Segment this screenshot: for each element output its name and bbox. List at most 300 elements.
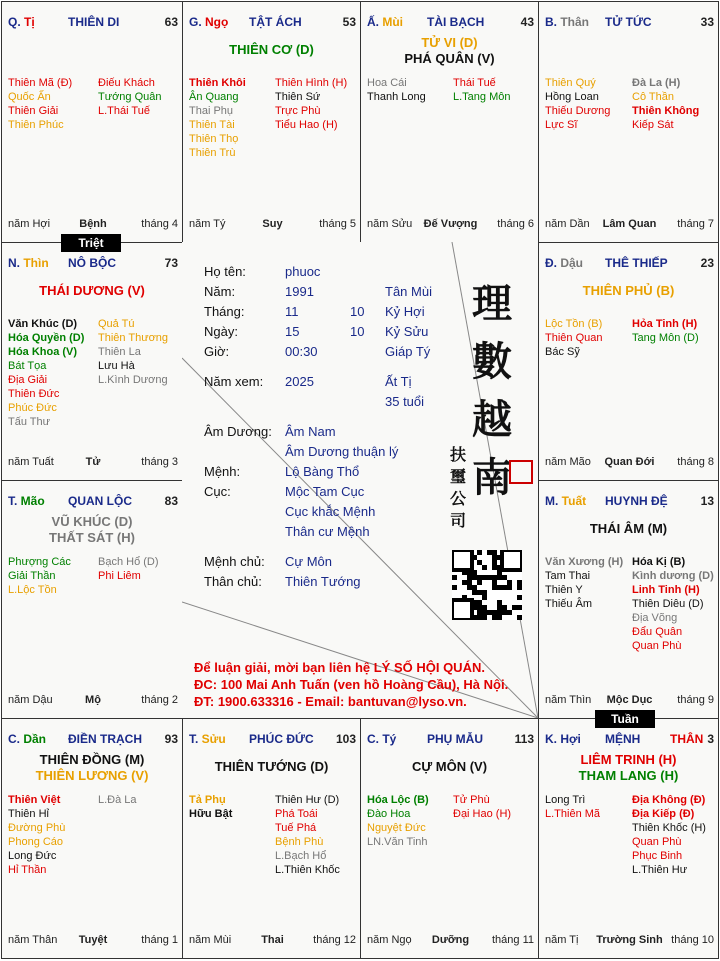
palace-header xyxy=(545,256,714,272)
minor-star: Cô Thần xyxy=(632,91,674,103)
palace-branch: C. Dần xyxy=(8,732,47,746)
minor-star: Ân Quang xyxy=(189,91,239,103)
minor-stars-left xyxy=(545,76,610,132)
info-view-can: Ất Tị xyxy=(385,374,412,389)
palace-name: THÊ THIẾP xyxy=(605,256,668,270)
palace-footer xyxy=(545,456,714,470)
palace-month: tháng 5 xyxy=(319,218,356,230)
palace-branch: G. Ngọ xyxy=(189,15,229,29)
minor-star: Văn Xương (H) xyxy=(545,556,624,568)
minor-star: L.Bạch Hổ xyxy=(275,850,327,862)
qr-code-icon[interactable] xyxy=(452,550,522,620)
main-star: THIÊN LƯƠNG (V) xyxy=(35,768,149,783)
minor-star: Thiên Mã (Đ) xyxy=(8,77,73,89)
palace-branch: Ấ. Mùi xyxy=(367,15,404,29)
info-view-year: 2025 xyxy=(285,374,314,389)
info-menh: Lộ Bàng Thổ xyxy=(285,464,360,479)
minor-star: Thiên Diêu (D) xyxy=(632,598,704,610)
minor-star: Văn Khúc (D) xyxy=(8,318,78,330)
tuan-tag: Tuần xyxy=(595,710,655,728)
palace-footer xyxy=(189,218,356,232)
palace-header xyxy=(189,732,356,748)
main-star: TỬ VI (D) xyxy=(421,35,478,50)
palace-element: Tị xyxy=(24,15,35,29)
palace-footer xyxy=(189,934,356,948)
minor-star: Hóa Quyền (D) xyxy=(8,332,85,344)
palace-footer xyxy=(8,218,178,232)
palace-box[interactable] xyxy=(182,718,361,959)
palace-header xyxy=(545,494,714,510)
palace-header xyxy=(189,15,356,31)
palace-year: năm Dậu xyxy=(8,694,53,706)
minor-star: Lực Sĩ xyxy=(545,119,578,131)
palace-month: tháng 2 xyxy=(141,694,178,706)
palace-year: năm Mùi xyxy=(189,934,232,946)
info-hour-can: Giáp Tý xyxy=(385,344,431,359)
minor-star: L.Kình Dương xyxy=(98,374,168,386)
contact-line: ĐT: 1900.633316 - Email: bantuvan@lyso.vn. xyxy=(194,694,467,709)
main-star: THÁI ÂM (M) xyxy=(589,521,668,536)
palace-month: tháng 4 xyxy=(141,218,178,230)
palace-name: PHỤ MẪU xyxy=(427,732,483,746)
minor-star: Kình dương (D) xyxy=(632,570,714,582)
palace-header xyxy=(8,15,178,31)
info-day-label: Ngày: xyxy=(204,324,238,339)
info-amduong-label: Âm Dương: xyxy=(204,424,272,439)
minor-stars-right xyxy=(98,317,168,387)
info-hour: 00:30 xyxy=(285,344,318,359)
minor-star: Thiên Việt xyxy=(8,794,61,806)
minor-star: L.Thái Tuế xyxy=(98,105,150,117)
info-name: phuoc xyxy=(285,264,321,279)
minor-star: Thiên Thương xyxy=(98,332,169,344)
minor-star: L.Thiên Hư xyxy=(632,864,688,876)
palace-footer xyxy=(8,934,178,948)
palace-name: THIÊN DI xyxy=(68,15,120,29)
palace-box[interactable] xyxy=(1,1,183,243)
palace-footer xyxy=(545,934,714,948)
palace-phase: Suy xyxy=(262,218,283,230)
palace-branch: C. Tý xyxy=(367,732,397,746)
palace-phase: Trường Sinh xyxy=(596,934,663,946)
palace-element: Mùi xyxy=(382,15,404,29)
minor-stars-right xyxy=(275,76,347,132)
minor-star: Đại Hao (H) xyxy=(453,808,512,820)
minor-stars-right xyxy=(98,76,162,118)
seal-small-character: 公 xyxy=(450,489,467,508)
palace-element: Mão xyxy=(20,494,45,508)
minor-stars-left xyxy=(189,793,232,821)
minor-star: Bạch Hổ (D) xyxy=(98,556,159,568)
minor-star: Long Trì xyxy=(545,794,586,806)
palace-number: 33 xyxy=(700,15,714,29)
minor-star: Thiếu Âm xyxy=(545,598,593,610)
palace-number: 113 xyxy=(514,732,534,746)
minor-star: Tử Phù xyxy=(453,794,490,806)
minor-star: Đẩu Quân xyxy=(632,626,683,638)
main-star: THAM LANG (H) xyxy=(578,768,679,783)
minor-star: Phá Toái xyxy=(275,808,318,820)
main-star: THIÊN PHỦ (B) xyxy=(582,283,675,298)
minor-stars-right xyxy=(632,555,714,653)
minor-stars-left xyxy=(189,76,246,160)
info-thanchu-label: Thân chủ: xyxy=(204,574,262,589)
minor-star: Đà La (H) xyxy=(632,77,681,89)
horoscope-chart xyxy=(1,1,719,959)
info-view-label: Năm xem: xyxy=(204,374,264,389)
minor-star: Địa Kiếp (Đ) xyxy=(632,808,695,820)
palace-phase: Mộ xyxy=(85,694,101,706)
palace-footer xyxy=(545,218,714,232)
palace-name: PHÚC ĐỨC xyxy=(249,732,314,746)
palace-number: 103 xyxy=(335,732,356,746)
minor-stars-right xyxy=(453,76,510,104)
minor-star: Thiên Hỉ xyxy=(8,808,49,820)
palace-name: QUAN LỘC xyxy=(68,494,132,508)
minor-star: Tấu Thư xyxy=(8,416,51,428)
minor-star: Linh Tinh (H) xyxy=(632,584,700,596)
minor-star: Hỉ Thần xyxy=(8,864,47,876)
minor-stars-left xyxy=(367,793,429,849)
main-star: THIÊN ĐỒNG (M) xyxy=(39,752,145,767)
minor-stars-right xyxy=(632,317,699,345)
info-day-lun: 10 xyxy=(350,324,365,339)
minor-star: Địa Giải xyxy=(8,374,48,386)
minor-stars-left xyxy=(8,317,84,429)
palace-year: năm Ngọ xyxy=(367,934,412,946)
minor-stars-left xyxy=(367,76,426,104)
palace-branch: M. Tuất xyxy=(545,494,587,508)
minor-star: Thiên Hình (H) xyxy=(275,77,348,89)
main-star: LIÊM TRINH (H) xyxy=(580,752,677,767)
info-year: 1991 xyxy=(285,284,314,299)
palace-element: Tuất xyxy=(561,494,587,508)
seal-character: 數 xyxy=(472,338,512,385)
minor-stars-left xyxy=(8,555,71,597)
main-star: THIÊN TƯỚNG (D) xyxy=(214,759,329,774)
info-day-can: Kỷ Sửu xyxy=(385,324,429,339)
center-info-panel xyxy=(182,242,538,718)
palace-element: Thìn xyxy=(23,256,49,270)
palace-name: ĐIỀN TRẠCH xyxy=(68,732,142,746)
minor-stars-right xyxy=(632,793,706,877)
minor-star: Hóa Lộc (B) xyxy=(367,794,429,806)
minor-star: Giải Thần xyxy=(8,570,56,582)
minor-star: Thiên Quý xyxy=(545,77,596,89)
palace-month: tháng 11 xyxy=(491,934,534,946)
palace-header xyxy=(8,494,178,510)
palace-branch: B. Thân xyxy=(545,15,590,29)
contact-line: Để luận giải, mời bạn liên hệ LÝ SỐ HỘI QUÁN. xyxy=(194,660,485,675)
minor-star: Thiên Quan xyxy=(545,332,603,344)
palace-name: NÔ BỘC xyxy=(68,256,116,270)
qr-pattern xyxy=(452,550,522,620)
minor-star: Thai Phụ xyxy=(189,105,234,117)
palace-number: 3 xyxy=(707,732,714,746)
palace-header xyxy=(8,256,178,272)
info-hour-label: Giờ: xyxy=(204,344,230,359)
seal-character: 越 xyxy=(472,396,512,443)
palace-branch: Đ. Dậu xyxy=(545,256,584,270)
palace-month: tháng 6 xyxy=(497,218,534,230)
minor-star: Thiên Phúc xyxy=(8,119,64,131)
minor-star: Thái Tuế xyxy=(453,77,496,89)
minor-star: Thiếu Dương xyxy=(545,105,611,117)
palace-name: HUYNH ĐỆ xyxy=(605,494,668,508)
minor-stars-left xyxy=(545,555,623,611)
minor-star: Hữu Bật xyxy=(189,808,233,820)
palace-branch: T. Sửu xyxy=(189,732,226,746)
info-cuc2: Cục khắc Mệnh xyxy=(285,504,376,519)
palace-month: tháng 3 xyxy=(141,456,178,468)
info-thanchu: Thiên Tướng xyxy=(285,574,361,589)
palace-box[interactable] xyxy=(360,1,539,243)
minor-star: Long Đức xyxy=(8,850,57,862)
minor-star: Thiên Y xyxy=(545,584,583,596)
palace-number: 23 xyxy=(700,256,714,270)
palace-header xyxy=(367,732,534,748)
minor-star: Tam Thai xyxy=(545,570,591,582)
palace-year: năm Tị xyxy=(545,934,579,946)
palace-number: 63 xyxy=(164,15,178,29)
palace-branch: N. Thìn xyxy=(8,256,49,270)
palace-name: MỆNH xyxy=(605,732,641,746)
palace-year: năm Sửu xyxy=(367,218,413,230)
palace-element: Thân xyxy=(560,15,590,29)
minor-star: Tiểu Hao (H) xyxy=(275,119,338,131)
minor-star: Phượng Các xyxy=(8,556,71,568)
minor-star: Đào Hoa xyxy=(367,808,411,820)
palace-phase: Đế Vượng xyxy=(423,218,478,230)
palace-number: 73 xyxy=(164,256,178,270)
palace-header xyxy=(367,15,534,31)
info-cuc-label: Cục: xyxy=(204,484,231,499)
info-month-lun: 10 xyxy=(350,304,365,319)
minor-stars-right xyxy=(632,76,699,132)
palace-month: tháng 10 xyxy=(671,934,714,946)
palace-element: Dần xyxy=(23,732,47,746)
palace-month: tháng 9 xyxy=(677,694,714,706)
minor-star: Tả Phụ xyxy=(189,794,226,806)
minor-star: Trực Phù xyxy=(275,105,321,117)
palace-than-label: THÂN xyxy=(670,732,704,746)
palace-branch: T. Mão xyxy=(8,494,45,508)
minor-star: Lộc Tồn (B) xyxy=(545,318,603,330)
palace-number: 83 xyxy=(164,494,178,508)
info-day-sol: 15 xyxy=(285,324,300,339)
info-age: 35 tuổi xyxy=(385,394,425,409)
palace-year: năm Dần xyxy=(545,218,590,230)
red-stamp-icon xyxy=(509,460,533,484)
minor-stars-right xyxy=(453,793,511,821)
minor-star: Phong Cáo xyxy=(8,836,64,848)
minor-star: Lưu Hà xyxy=(98,360,135,372)
minor-star: Đường Phù xyxy=(8,822,66,834)
minor-star: L.Đà La xyxy=(98,794,137,806)
palace-box[interactable] xyxy=(538,1,719,243)
palace-element: Sửu xyxy=(201,732,226,746)
palace-name: TẬT ÁCH xyxy=(249,15,302,29)
info-amduong: Âm Nam xyxy=(285,424,336,439)
info-menhchu-label: Mệnh chủ: xyxy=(204,554,265,569)
minor-star: Thiên Khôi xyxy=(189,77,246,89)
palace-year: năm Thìn xyxy=(545,694,592,706)
minor-stars-right xyxy=(98,555,159,583)
seal-character: 南 xyxy=(472,454,512,501)
minor-star: Tang Môn (D) xyxy=(632,332,699,344)
palace-month: tháng 7 xyxy=(677,218,714,230)
palace-element: Dậu xyxy=(560,256,584,270)
minor-star: Hoa Cái xyxy=(367,77,407,89)
palace-phase: Dưỡng xyxy=(431,934,470,946)
minor-star: Tướng Quân xyxy=(98,91,162,103)
palace-number: 43 xyxy=(520,15,534,29)
palace-phase: Tuyệt xyxy=(78,934,108,946)
palace-phase: Mộc Dục xyxy=(606,694,653,706)
info-month-label: Tháng: xyxy=(204,304,245,319)
palace-phase: Lâm Quan xyxy=(602,218,657,230)
minor-star: Địa Không (Đ) xyxy=(632,794,706,806)
minor-star: Thiên Giải xyxy=(8,105,59,117)
info-cuc3: Thân cư Mệnh xyxy=(285,524,370,539)
minor-star: Hóa Khoa (V) xyxy=(8,346,78,358)
palace-box[interactable] xyxy=(538,242,719,481)
info-menhchu: Cự Môn xyxy=(285,554,332,569)
minor-star: Hóa Kị (B) xyxy=(632,556,686,568)
palace-year: năm Hợi xyxy=(8,218,51,230)
minor-star: Thiên Không xyxy=(632,105,700,117)
triet-tag: Triệt xyxy=(61,234,121,252)
palace-name: TỬ TỨC xyxy=(605,15,652,29)
palace-month: tháng 12 xyxy=(313,934,356,946)
main-star: PHÁ QUÂN (V) xyxy=(404,51,495,66)
palace-box[interactable] xyxy=(538,480,719,719)
seal-small-character: 璽 xyxy=(450,467,467,486)
minor-star: Nguyệt Đức xyxy=(367,822,426,834)
minor-star: Bát Tọa xyxy=(8,360,47,372)
palace-footer xyxy=(367,218,534,232)
palace-number: 93 xyxy=(164,732,178,746)
palace-month: tháng 1 xyxy=(141,934,178,946)
palace-year: năm Tuất xyxy=(8,456,54,468)
main-star: VŨ KHÚC (D) xyxy=(51,514,133,529)
seal-small-character: 扶 xyxy=(450,445,467,464)
palace-year: năm Mão xyxy=(545,456,591,468)
main-star: THIÊN CƠ (D) xyxy=(229,42,314,57)
palace-element: Tý xyxy=(382,732,397,746)
seal-character: 理 xyxy=(472,280,512,327)
minor-star: Điếu Khách xyxy=(98,77,155,89)
seal-small-character: 司 xyxy=(450,511,467,530)
info-year-can: Tân Mùi xyxy=(385,284,432,299)
palace-phase: Quan Đới xyxy=(604,456,655,468)
palace-element: Hợi xyxy=(560,732,581,746)
minor-star: Quốc Ấn xyxy=(8,91,51,103)
palace-element: Ngọ xyxy=(205,15,229,29)
info-cuc: Mộc Tam Cục xyxy=(285,484,365,499)
minor-star: Thiên La xyxy=(98,346,141,358)
minor-star: Thiên Tài xyxy=(189,119,235,131)
minor-stars-left xyxy=(8,793,65,877)
main-star: CỰ MÔN (V) xyxy=(411,759,488,774)
palace-phase: Thai xyxy=(261,934,284,946)
palace-year: năm Tý xyxy=(189,218,226,230)
palace-header xyxy=(545,732,714,748)
palace-number: 13 xyxy=(700,494,714,508)
minor-stars-right xyxy=(275,793,340,877)
minor-star: Phúc Đức xyxy=(8,402,57,414)
palace-box[interactable] xyxy=(1,718,183,959)
palace-box[interactable] xyxy=(182,1,361,243)
minor-star: Thiên Hư (D) xyxy=(275,794,340,806)
palace-footer xyxy=(367,934,534,948)
minor-star: Phi Liêm xyxy=(98,570,141,582)
minor-stars-left xyxy=(545,793,600,821)
minor-star: L.Thiên Khốc xyxy=(275,864,340,876)
minor-stars-left xyxy=(8,76,72,132)
palace-year: năm Thân xyxy=(8,934,58,946)
minor-star: Thiên Trù xyxy=(189,147,236,159)
minor-star: Địa Võng xyxy=(632,612,678,624)
palace-month: tháng 8 xyxy=(677,456,714,468)
minor-star: Bác Sỹ xyxy=(545,346,580,358)
palace-branch: K. Hợi xyxy=(545,732,581,746)
info-month-can: Kỷ Hợi xyxy=(385,304,425,319)
palace-phase: Tử xyxy=(85,456,101,468)
palace-phase: Bệnh xyxy=(79,218,107,230)
info-year-label: Năm: xyxy=(204,284,236,299)
palace-footer xyxy=(545,694,714,708)
palace-box[interactable] xyxy=(360,718,539,959)
minor-star: Tuế Phá xyxy=(275,822,317,834)
info-amduong2: Âm Dương thuận lý xyxy=(285,444,399,459)
minor-star: L.Tang Môn xyxy=(453,91,511,103)
palace-header xyxy=(8,732,178,748)
minor-star: Thanh Long xyxy=(367,91,426,103)
palace-box[interactable] xyxy=(538,718,719,959)
minor-star: Hồng Loan xyxy=(545,91,599,103)
minor-star: Phục Binh xyxy=(632,850,683,862)
minor-star: Quan Phù xyxy=(632,836,682,848)
minor-star: Quả Tú xyxy=(98,318,135,330)
palace-box[interactable] xyxy=(1,480,183,719)
info-menh-label: Mệnh: xyxy=(204,464,241,479)
minor-star: L.Thiên Mã xyxy=(545,808,601,820)
minor-star: Thiên Đức xyxy=(8,388,60,400)
minor-star: Bệnh Phù xyxy=(275,836,324,848)
minor-stars-left xyxy=(545,317,602,359)
info-month-sol: 11 xyxy=(285,304,299,319)
palace-footer xyxy=(8,456,178,470)
palace-number: 53 xyxy=(342,15,356,29)
palace-header xyxy=(545,15,714,31)
palace-footer xyxy=(8,694,178,708)
minor-star: Kiếp Sát xyxy=(632,119,674,131)
minor-star: Hỏa Tinh (H) xyxy=(632,318,698,330)
minor-star: Thiên Sứ xyxy=(275,91,321,103)
minor-star: LN.Văn Tinh xyxy=(367,836,428,848)
palace-branch: Q. Tị xyxy=(8,15,35,29)
minor-stars-right xyxy=(98,793,137,807)
minor-star: Thiên Thọ xyxy=(189,133,239,145)
palace-box[interactable] xyxy=(1,242,183,481)
main-star: THÁI DƯƠNG (V) xyxy=(39,283,145,298)
contact-line: ĐC: 100 Mai Anh Tuấn (ven hồ Hoàng Cầu), Hà Nội. xyxy=(194,677,509,692)
palace-name: TÀI BẠCH xyxy=(427,15,485,29)
minor-star: L.Lộc Tồn xyxy=(8,584,57,596)
info-name-label: Họ tên: xyxy=(204,264,246,279)
minor-star: Quan Phù xyxy=(632,640,682,652)
